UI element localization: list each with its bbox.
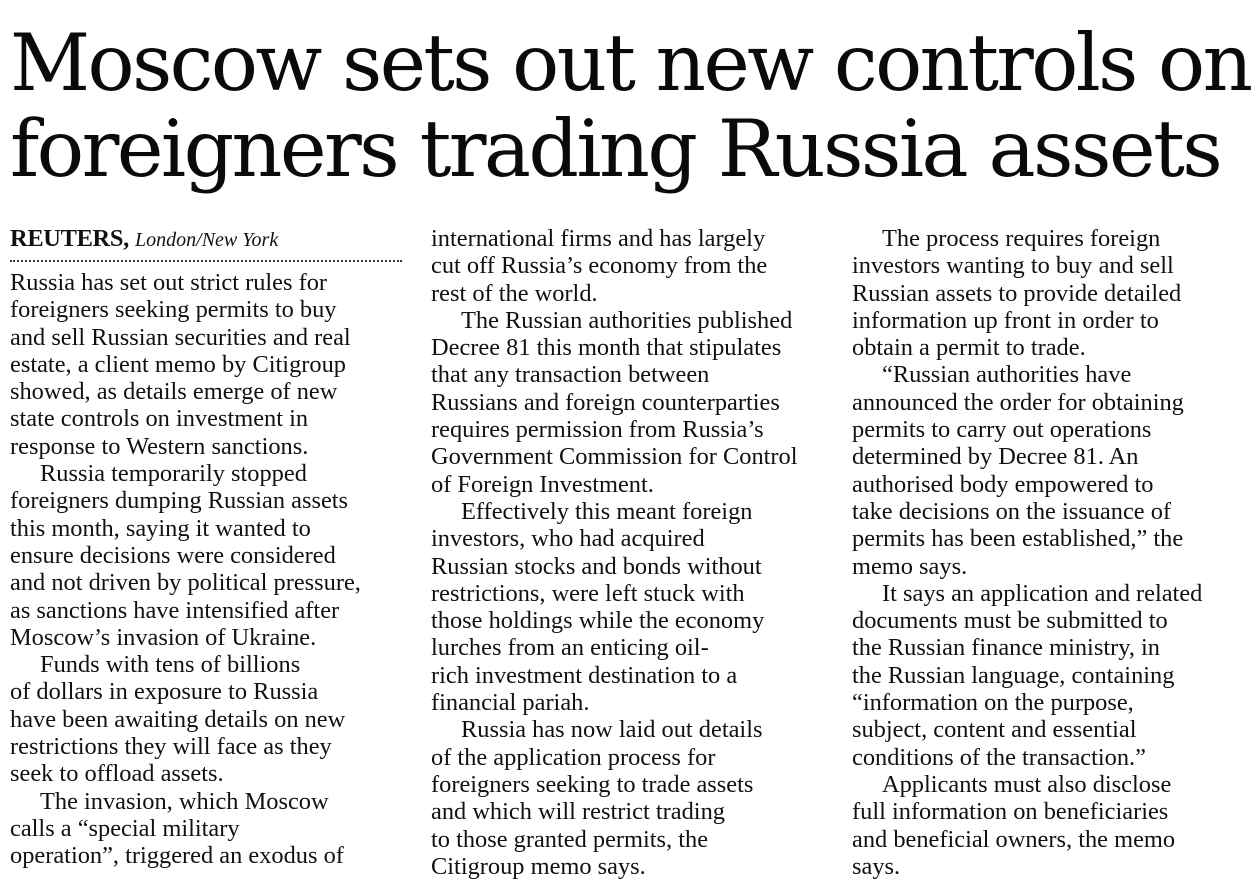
- body-text-line: Decree 81 this month that stipulates: [431, 334, 782, 362]
- body-text-line: have been awaiting details on new: [10, 705, 346, 733]
- body-text-line: The invasion, which Moscow: [40, 787, 329, 815]
- body-text-line: foreigners seeking to trade assets: [431, 770, 754, 798]
- body-text-line: Russia has set out strict rules for: [10, 269, 328, 296]
- body-text-line: investors wanting to buy and sell: [852, 252, 1174, 280]
- body-text-line: Russia temporarily stopped: [40, 460, 307, 488]
- body-text-line: announced the order for obtaining: [852, 388, 1184, 416]
- body-text-line: says.: [852, 852, 901, 880]
- body-text-line: response to Western sanctions.: [10, 432, 309, 460]
- body-text-line: obtain a permit to trade.: [852, 334, 1086, 362]
- body-text-line: foreigners dumping Russian assets: [10, 487, 349, 515]
- body-text-line: restrictions, were left stuck with: [431, 579, 745, 607]
- body-text-line: of Foreign Investment.: [431, 470, 654, 498]
- body-text-line: and not driven by political pressure,: [10, 569, 361, 597]
- body-text-line: Applicants must also disclose: [882, 770, 1172, 798]
- body-text-line: lurches from an enticing oil-: [431, 634, 709, 662]
- body-text-line: rest of the world.: [431, 279, 598, 307]
- body-text-line: as sanctions have intensified after: [10, 596, 340, 624]
- body-text-line: permits has been established,” the: [852, 525, 1184, 553]
- body-text-line: conditions of the transaction.”: [852, 743, 1146, 771]
- body-text-line: ensure decisions were considered: [10, 541, 336, 569]
- byline: [10, 225, 410, 252]
- body-text-line: that any transaction between: [431, 361, 710, 389]
- body-text-line: “Russian authorities have: [882, 361, 1132, 389]
- body-text-line: Effectively this meant foreign: [461, 497, 753, 525]
- body-text-line: Russians and foreign counterparties: [431, 388, 780, 416]
- body-text-line: and which will restrict trading: [431, 798, 725, 826]
- body-text-line: documents must be submitted to: [852, 607, 1168, 635]
- body-text-line: take decisions on the issuance of: [852, 497, 1172, 525]
- body-text-line: Moscow’s invasion of Ukraine.: [10, 623, 317, 651]
- byline-location: London/New York: [135, 229, 279, 251]
- byline-divider: [10, 260, 402, 262]
- body-text-line: The Russian authorities published: [461, 306, 793, 334]
- article-column-2: [431, 225, 831, 880]
- body-text-line: It says an application and related: [882, 579, 1203, 607]
- body-text-line: seek to offload assets.: [10, 760, 224, 788]
- body-text-line: “information on the purpose,: [852, 689, 1134, 717]
- byline-agency: REUTERS,: [10, 225, 129, 252]
- body-text-line: Russian assets to provide detailed: [852, 279, 1182, 307]
- body-text-line: full information on beneficiaries: [852, 798, 1169, 826]
- body-text-line: investors, who had acquired: [431, 525, 705, 553]
- body-text-line: those holdings while the economy: [431, 607, 765, 635]
- body-text-line: restrictions they will face as they: [10, 733, 332, 761]
- body-text-line: state controls on investment in: [10, 405, 309, 433]
- article-column-1: [10, 225, 410, 870]
- headline-line: Moscow sets out new controls on: [10, 17, 1251, 109]
- body-text-line: international firms and has largely: [431, 225, 766, 252]
- article-column-3: [852, 225, 1254, 880]
- body-text-line: Government Commission for Control: [431, 443, 798, 471]
- headline: [10, 17, 1251, 195]
- body-text-line: information up front in order to: [852, 306, 1159, 334]
- body-text-line: showed, as details emerge of new: [10, 378, 338, 406]
- body-text-line: of the application process for: [431, 743, 716, 771]
- body-text-line: authorised body empowered to: [852, 470, 1154, 498]
- body-text-line: of dollars in exposure to Russia: [10, 678, 319, 706]
- body-text-line: foreigners seeking permits to buy: [10, 296, 337, 324]
- body-text-line: estate, a client memo by Citigroup: [10, 350, 346, 378]
- body-text-line: determined by Decree 81. An: [852, 443, 1139, 471]
- body-text-line: the Russian language, containing: [852, 661, 1175, 689]
- body-text-line: Funds with tens of billions: [40, 651, 301, 679]
- body-text-line: and sell Russian securities and real: [10, 323, 351, 351]
- body-text-line: requires permission from Russia’s: [431, 416, 764, 444]
- body-text-line: and beneficial owners, the memo: [852, 825, 1176, 853]
- body-text-line: memo says.: [852, 552, 968, 580]
- body-text-line: Citigroup memo says.: [431, 852, 646, 880]
- body-text-line: permits to carry out operations: [852, 416, 1152, 444]
- body-text-line: Russia has now laid out details: [461, 716, 763, 744]
- body-text-line: subject, content and essential: [852, 716, 1137, 744]
- body-text-line: Russian stocks and bonds without: [431, 552, 762, 580]
- body-text-line: operation”, triggered an exodus of: [10, 842, 344, 870]
- headline-line: foreigners trading Russia assets: [10, 103, 1221, 195]
- body-text-line: cut off Russia’s economy from the: [431, 252, 768, 280]
- body-text-line: financial pariah.: [431, 689, 590, 717]
- body-text-line: calls a “special military: [10, 814, 240, 842]
- body-text-line: this month, saying it wanted to: [10, 514, 311, 542]
- body-text-line: the Russian finance ministry, in: [852, 634, 1160, 662]
- body-text-line: The process requires foreign: [882, 225, 1161, 252]
- body-text-line: rich investment destination to a: [431, 661, 738, 689]
- body-text-line: to those granted permits, the: [431, 825, 709, 853]
